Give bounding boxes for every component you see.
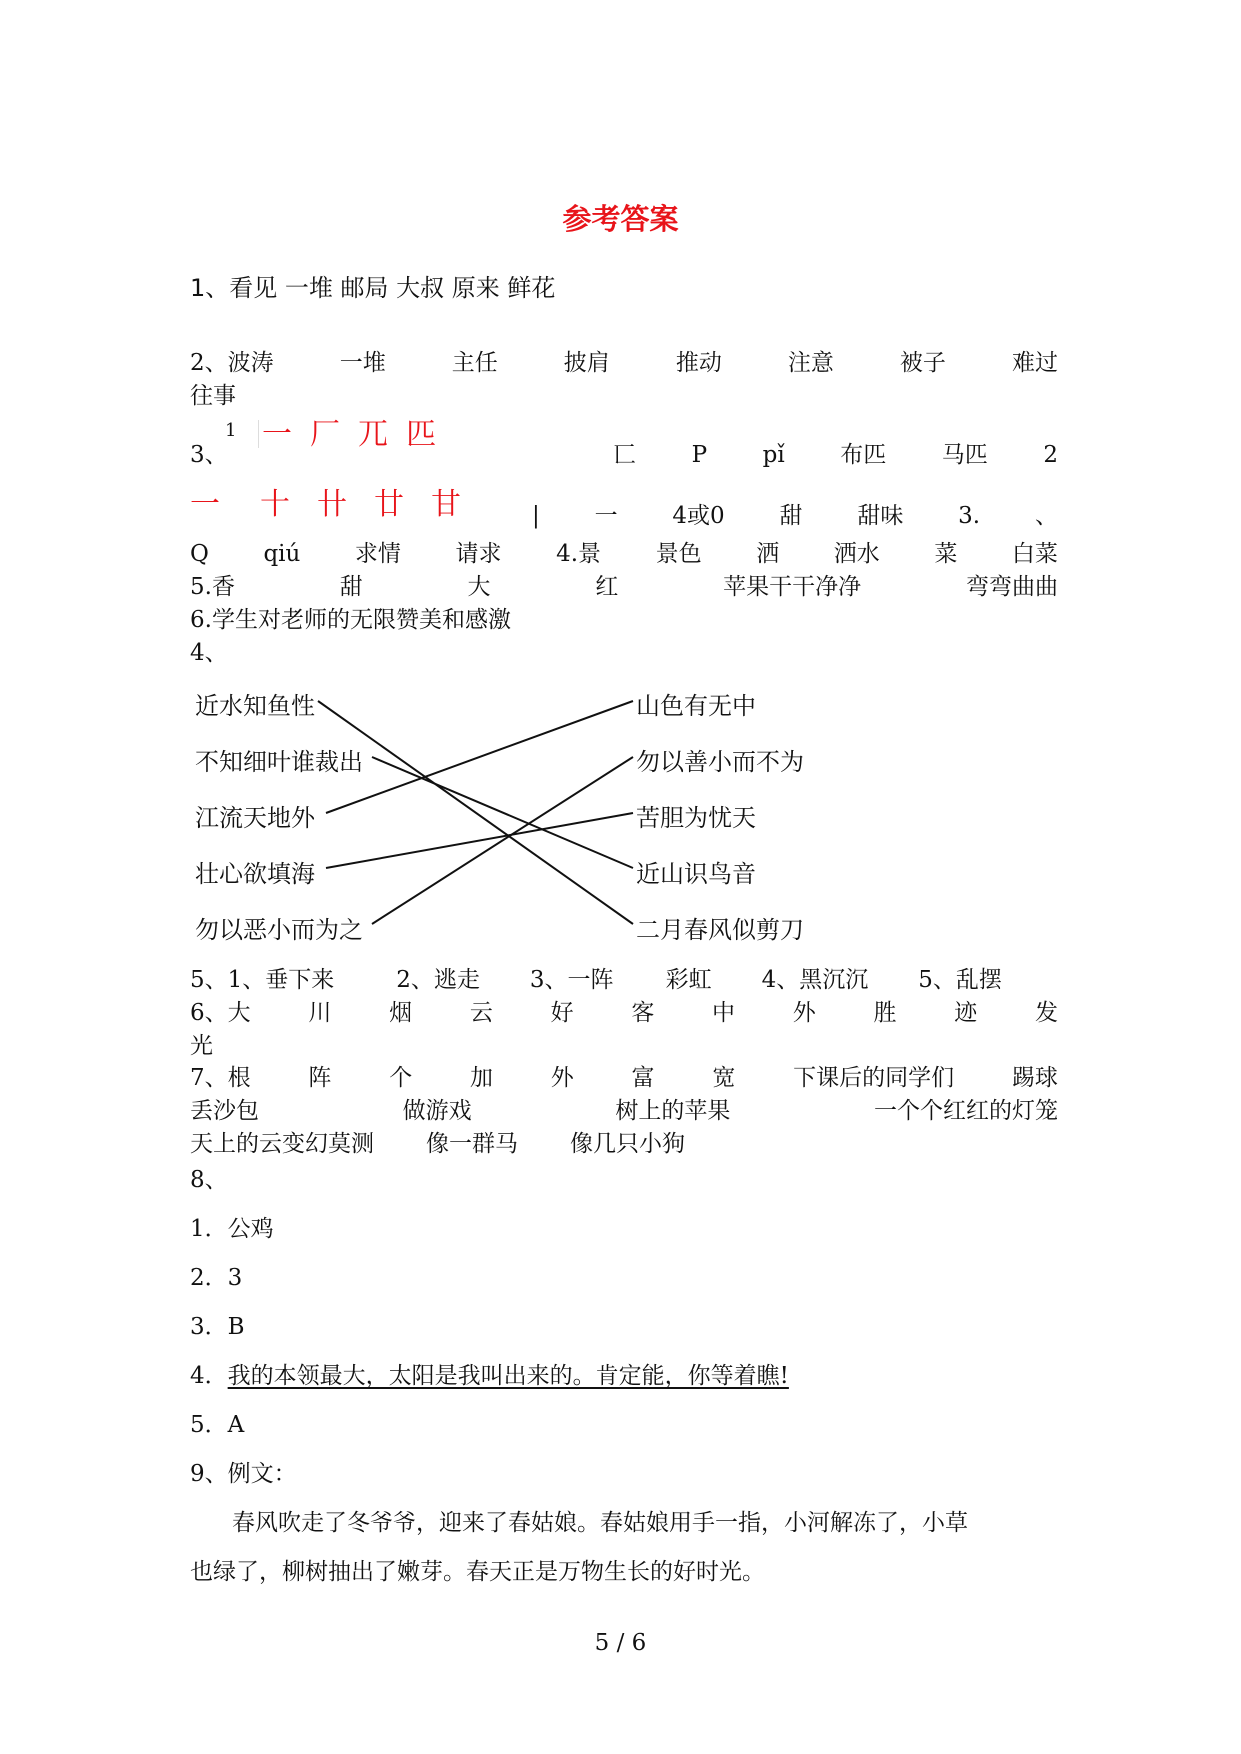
match-line	[372, 757, 633, 868]
word: 推动	[675, 350, 722, 376]
superscript-1: 1	[225, 420, 237, 441]
answer-6-continued: 光	[190, 1033, 213, 1059]
match-right-item: 近山识鸟音	[636, 860, 756, 888]
example-paragraph-line-1: 春风吹走了冬爷爷，迎来了春姑娘。春姑娘用手一指，小河解冻了，小草	[232, 1510, 968, 1536]
word: 注意	[787, 350, 834, 376]
match-right-item: 苦胆为忧天	[636, 804, 756, 832]
match-left-item: 壮心欲填海	[195, 860, 315, 888]
match-right-item: 勿以善小而不为	[636, 748, 804, 776]
answer-8-item-4: 4．我的本领最大，太阳是我叫出来的。肯定能，你等着瞧!	[190, 1363, 789, 1389]
answer-3-row-a: 3、 匸 P pǐ 布匹 马匹 2	[190, 442, 1058, 468]
answer-9-label: 9、例文：	[190, 1461, 297, 1487]
answer-7-row-1: 7、根 阵 个 加 外 富 宽 下课后的同学们 踢球	[190, 1065, 1058, 1091]
page-title: 参考答案	[562, 202, 679, 236]
match-left-item: 勿以恶小而为之	[195, 916, 363, 944]
answer-4-label: 4、	[190, 640, 228, 666]
word: 一堆	[339, 350, 386, 376]
answer-8-item: 1．公鸡	[190, 1216, 274, 1242]
word: 主任	[451, 350, 498, 376]
answer-3-row-b: | 一 4或0 甜 甜味 3. 、	[532, 503, 1058, 529]
page-number: 5 / 6	[594, 1630, 647, 1656]
match-right-item: 二月春风似剪刀	[636, 916, 804, 944]
stroke-order-pi: 一 厂 兀 匹	[262, 418, 454, 452]
answer-7-row-3: 天上的云变幻莫测 像一群马 像几只小狗	[190, 1131, 685, 1157]
match-left-item: 不知细叶谁裁出	[195, 748, 363, 776]
match-right-item: 山色有无中	[636, 692, 756, 720]
word: 被子	[899, 350, 946, 376]
match-line	[318, 701, 633, 924]
underlined-answer: 我的本领最大，太阳是我叫出来的。肯定能，你等着瞧!	[227, 1363, 789, 1389]
answer-3-row-c: Q qiú 求情 请求 4.景 景色 洒 洒水 菜 白菜	[190, 541, 1058, 567]
answer-8-label: 8、	[190, 1167, 228, 1193]
example-paragraph-line-2: 也绿了，柳树抽出了嫩芽。春天正是万物生长的好时光。	[190, 1559, 765, 1585]
word: 披肩	[563, 350, 610, 376]
match-line	[326, 813, 633, 868]
answer-8-item: 3．B	[190, 1314, 245, 1340]
match-left-item: 江流天地外	[195, 804, 315, 832]
answer-6-row: 6、大 川 烟 云 好 客 中 外 胜 迹 发	[190, 1000, 1058, 1026]
answer-1: 1、看见 一堆 邮局 大叔 原来 鲜花	[190, 274, 556, 302]
answer-2-continued: 往事	[190, 383, 236, 409]
stroke-order-gan: 一 十 卄 廿 甘	[190, 487, 461, 522]
match-left-item: 近水知鱼性	[195, 692, 315, 720]
answer-8-item: 5．A	[190, 1412, 245, 1438]
answer-3-row-e: 6.学生对老师的无限赞美和感激	[190, 607, 511, 633]
word: 2、波涛	[190, 350, 274, 376]
answer-3-row-d: 5.香 甜 大 红 苹果干干净净 弯弯曲曲	[190, 574, 1058, 600]
answer-7-row-2: 丢沙包 做游戏 树上的苹果 一个个红红的灯笼	[190, 1098, 1058, 1124]
answer-5: 5、1、垂下来 2、逃走 3、一阵 彩虹 4、黑沉沉 5、乱摆	[190, 967, 1002, 993]
answer-8-item: 2．3	[190, 1265, 243, 1291]
word: 难过	[1011, 350, 1058, 376]
